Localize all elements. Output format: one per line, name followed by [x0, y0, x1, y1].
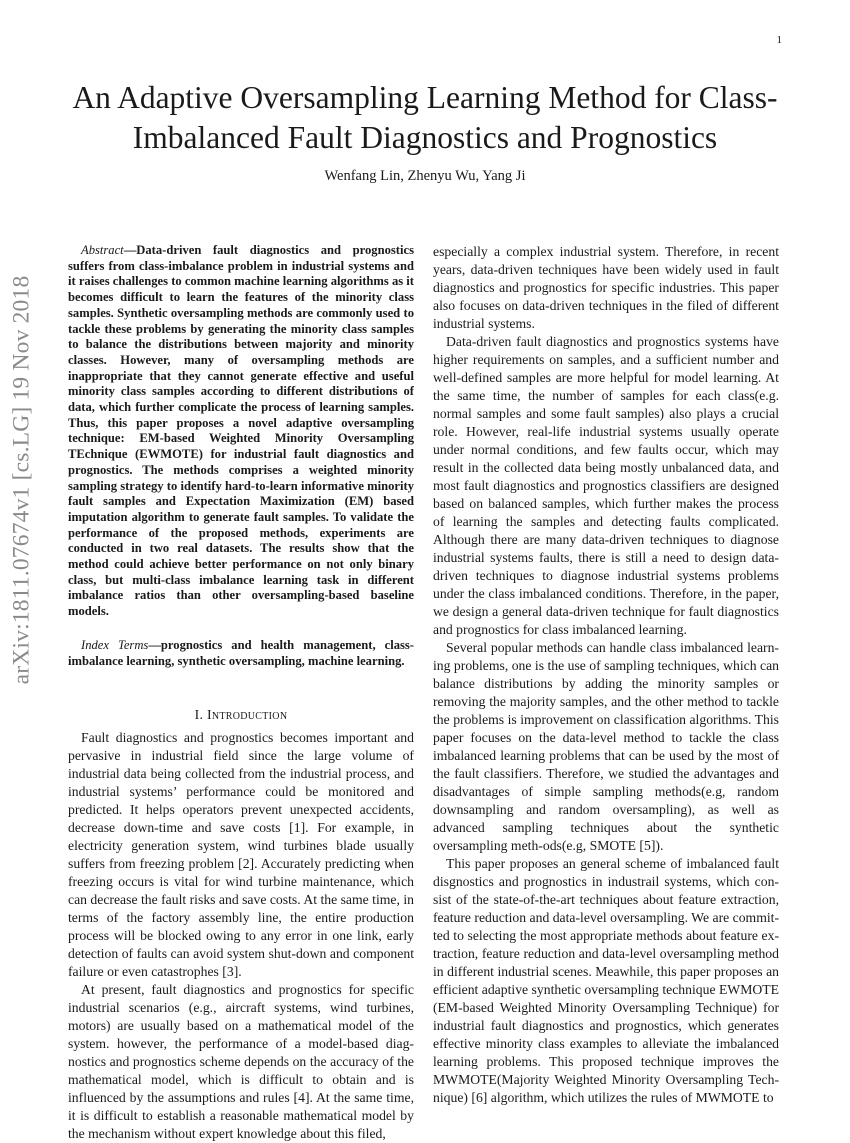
- left-column: [68, 243, 414, 1143]
- paper-title: An Adaptive Oversampling Learning Method for Class-Imbalanced Fault Diagnostics and Prognostics: [72, 80, 778, 155]
- arxiv-identifier: [2, 275, 42, 685]
- section-heading: [68, 706, 414, 724]
- paragraph: At present, fault diagnostics and prognostics for specific industrial scenarios (e.g., aircraft systems, wind turbines, motors) are usually based on a mathematical model of the system. however, the performance of a model-based diag-nostics and prognostics scheme depends on the accuracy of the mathematical model, which is difficult to obtain and is influenced by the assumptions and rules [4]. At the same time, it is difficult to establish a reasonable mathematical model by the mechanism without expert knowledge about this filed,: [68, 982, 414, 1142]
- paragraph: especially a complex industrial system. Therefore, in recent years, data-driven techniques have been widely used in fault diagnostics and prognostics for specific industries. This paper also focuses on data-driven techniques in the filed of different industrial systems.: [433, 244, 779, 331]
- abstract-body: —Data-driven fault diagnostics and prognostics suffers from class-imbalance problem in industrial systems and it raises challenges to common machine learning algorithms as it becomes difficult to learn the features of the minority class samples. Synthetic oversampling methods are commonly used to tackle these problems by generating the minority class samples to balance the distributions between majority and minority classes. However, many of oversampling methods are inappropriate that they cannot generate effective and useful minority class samples according to different distributions of data, which further complicate the process of learning samples. Thus, this paper proposes a novel adaptive oversampling technique: EM-based Weighted Minority Oversampling TEchnique (EWMOTE) for industrial fault diagnostics and prognostics. The methods comprises a weighted minority sampling strategy to identify hard-to-learn informative minority fault samples and Expectation Maximization (EM) based imputation algorithm to generate fault samples. To validate the performance of the proposed methods, experiments are conducted in two real datasets. The results show that the method could achieve better performance on not only binary class, but multi-class imbalance learning task in different imbalance ratios than other oversampling-based baseline models.: [68, 243, 414, 619]
- paragraph: Fault diagnostics and prognostics becomes important and pervasive in industrial field since the large volume of industrial data being collected from the industrial process, and industrial systems’ performance could be monitored and predicted. It helps operators prevent unexpected accidents, decrease down-time and save costs [1]. For example, in electricity generation system, wind turbines blade usually suffers from freezing problem [2]. Accurately predicting when freezing occurs is vital for wind turbine maintenance, which can decrease the fault risks and save costs. At the same time, in terms of the factory assembly line, the entire production process will be blocked owing to any error in one link, early detection of faults can avoid system shut-down and component failure or even catastrophes [3].: [68, 730, 414, 980]
- section-title: Introduction: [206, 707, 288, 723]
- abstract: [68, 243, 414, 620]
- paragraph: Several popular methods can handle class imbalanced learn-ing problems, one is the use of sampling techniques, which can balance distributions by adding the minority samples or removing the majority samples, and the other method to tackle the problems is improvement on classification algorithms. This paper focuses on the data-level method to tackle the class imbalanced learning problems that can be used by the most of the fault classifiers. Therefore, we studied the advantages and disadvantages of simple sampling methods(e.g, random downsampling and random oversampling), as well as advanced sampling techniques about the synthetic oversampling meth-ods(e.g, SMOTE [5]).: [433, 640, 779, 853]
- paragraph: Data-driven fault diagnostics and prognostics systems have higher requirements on samples, and a sufficient number and well-defined samples are more helpful for model learning. At the same time, the number of samples for each class(e.g. normal samples and some fault samples) also plays a crucial role. However, real-life industrial systems usually operate under normal conditions, and few faults occur, which may result in the collected data being mostly unbalanced data, and most fault diagnostics and prognostics classifiers are designed based on balanced samples, which further makes the process of learning the samples and detecting faults complicated. Although there are many data-driven techniques to diagnose industrial systems faults, there is still a need to design data-driven techniques to diagnose industrial systems problems under the class imbalanced conditions. Therefore, in the paper, we design a general data-driven technique for fault diagnostics and prognostics for class imbalanced learning.: [433, 334, 779, 637]
- authors: Wenfang Lin, Zhenyu Wu, Yang Ji: [324, 168, 526, 184]
- abstract-lead: Abstract: [81, 243, 124, 257]
- paragraph: This paper proposes an general scheme of imbalanced fault disgnostics and prognostics in industrail systems, which con-sist of the state-of-the-art techniques about feature extraction, feature reduction and data-level oversampling. We are commit-ted to selecting the most appropriate methods about feature ex-traction, feature reduction and data-level oversampling method in different industrial scenes. Meawhile, this paper proposes an efficient adaptive synthetic oversampling technique EWMOTE (EM-based Weighted Minority Oversampling Technique) for industrial fault diagnostics and prognostics, which generates effective minority class examples to alleviate the imbalanced learning problems. This proposed technique improves the MWMOTE(Majority Weighted Minority Oversampling Tech-nique) [6] algorithm, which utilizes the rules of MWMOTE to: [433, 856, 780, 1105]
- right-column: [433, 243, 779, 1107]
- index-terms: [68, 638, 414, 669]
- index-terms-lead: Index Terms: [81, 637, 149, 652]
- section-numeral: I.: [194, 707, 207, 723]
- title-block: [60, 78, 790, 185]
- arxiv-identifier-text: arXiv:1811.07674v1 [cs.LG] 19 Nov 2018: [8, 275, 35, 685]
- page-number: 1: [776, 34, 782, 46]
- index-terms-body: —prognostics and health management, class-imbalance learning, synthetic oversampling, machine learning.: [68, 637, 414, 668]
